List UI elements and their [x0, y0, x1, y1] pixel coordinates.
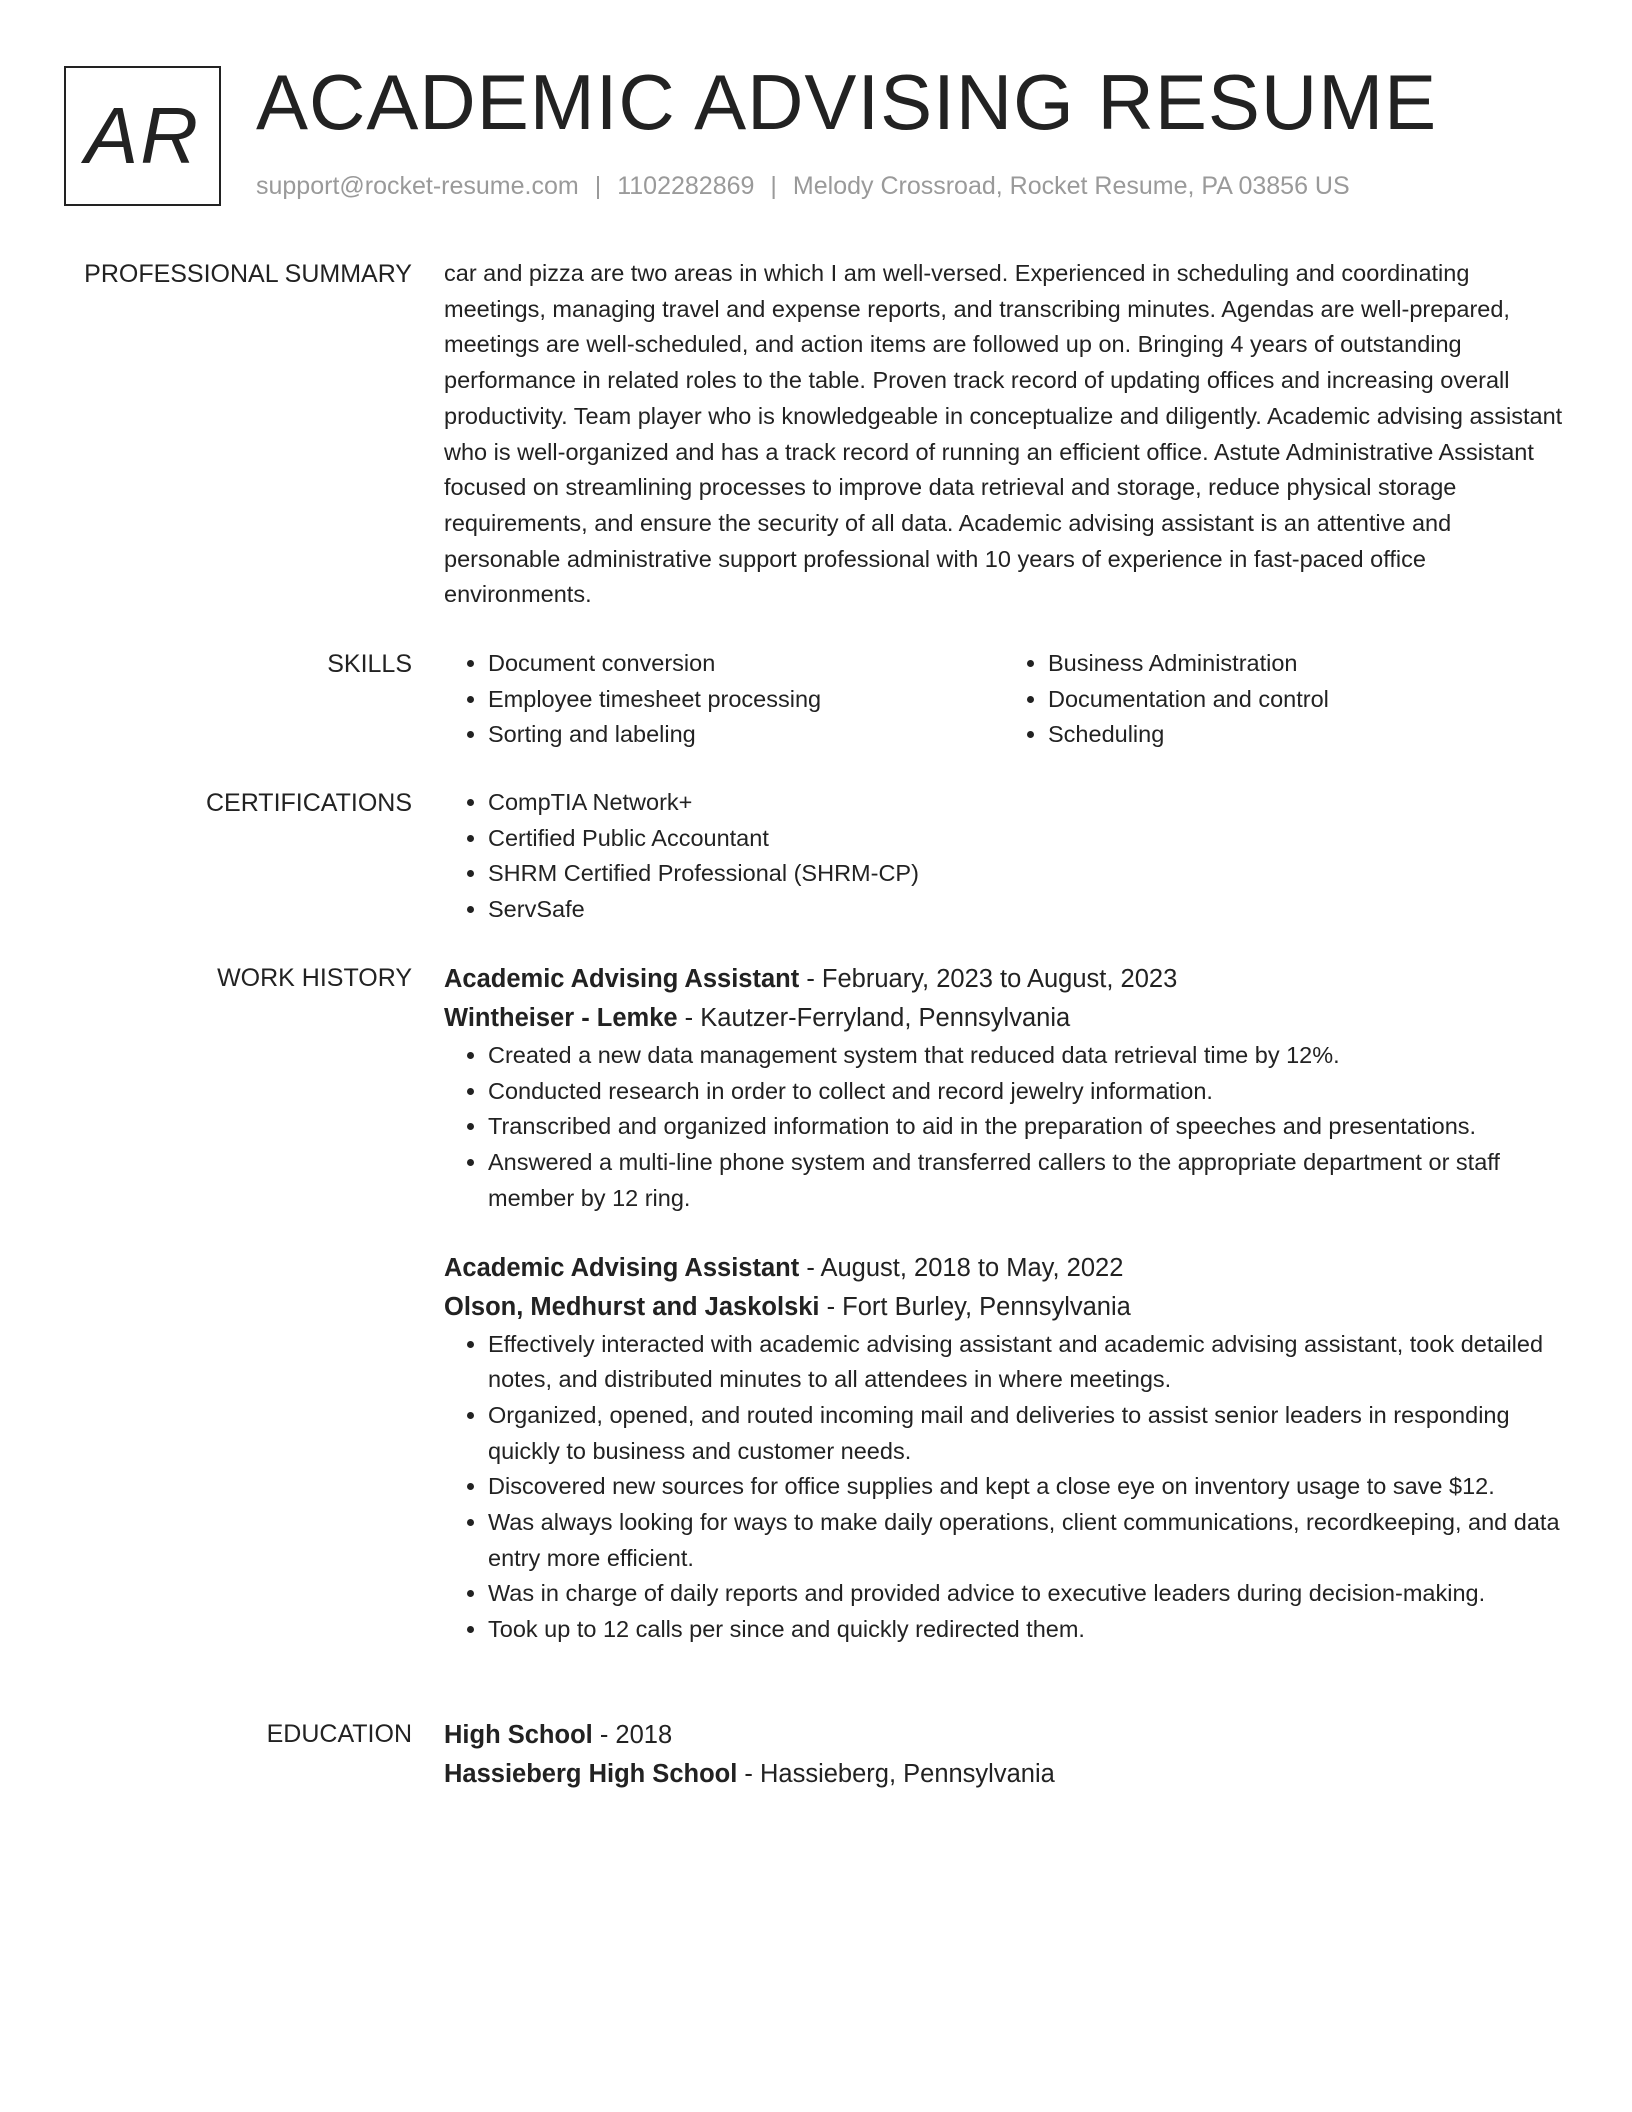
education-school: Hassieberg High School	[444, 1760, 738, 1788]
job-location: - Fort Burley, Pennsylvania	[819, 1292, 1131, 1321]
job-bullet: • Created a new data management system that reduced data retrieval time by 12%.	[488, 1038, 1564, 1074]
job-entry	[444, 960, 1564, 1217]
education-year: - 2018	[592, 1721, 673, 1749]
job-company: Olson, Medhurst and Jaskolski	[444, 1292, 820, 1321]
contact-phone: 1102282869	[617, 172, 755, 200]
education-location: - Hassieberg, Pennsylvania	[737, 1760, 1055, 1788]
job-title: Academic Advising Assistant	[444, 1253, 800, 1282]
job-bullet: • Effectively interacted with academic advising assistant and academic advising assistant, took detailed notes, and distributed minutes to all attendees in where meetings.	[488, 1327, 1564, 1398]
contact-separator: |	[594, 172, 602, 200]
summary-label: PROFESSIONAL SUMMARY	[84, 260, 412, 288]
skill-item: • Employee timesheet processing	[488, 682, 1004, 718]
resume-title: ACADEMIC ADVISING RESUME	[256, 58, 1438, 146]
work-history-list	[444, 960, 1564, 1648]
certifications-list	[444, 785, 1564, 928]
job-bullet: • Conducted research in order to collect and record jewelry information.	[488, 1074, 1564, 1110]
job-title: Academic Advising Assistant	[444, 965, 800, 993]
job-bullets	[444, 1327, 1564, 1648]
job-bullet: • Discovered new sources for office supplies and kept a close eye on inventory usage to save $12.	[488, 1469, 1564, 1505]
job-bullet: • Transcribed and organized information to aid in the preparation of speeches and presentations.	[488, 1109, 1564, 1145]
job-bullet: • Organized, opened, and routed incoming mail and deliveries to assist senior leaders in responding quickly to business and customer needs.	[488, 1398, 1564, 1469]
job-dates: - February, 2023 to August, 2023	[799, 965, 1178, 993]
job-bullet: • Was always looking for ways to make daily operations, client communications, recordkeeping, and data entry more efficient.	[488, 1505, 1564, 1576]
education-degree: High School	[444, 1721, 593, 1749]
skill-item: • Sorting and labeling	[488, 717, 1004, 753]
certification-item: • Certified Public Accountant	[488, 821, 1564, 857]
certifications-label: CERTIFICATIONS	[205, 789, 412, 817]
job-bullet: • Answered a multi-line phone system and transferred callers to the appropriate department or staff member by 12 ring.	[488, 1145, 1564, 1216]
education-entry	[444, 1716, 1564, 1794]
job-bullets	[444, 1038, 1564, 1217]
job-title-line	[444, 1249, 1564, 1288]
skill-item: • Documentation and control	[1048, 682, 1564, 718]
contact-line	[256, 172, 1350, 201]
skills-label: SKILLS	[327, 650, 412, 678]
job-company: Wintheiser - Lemke	[444, 1004, 678, 1032]
job-bullet: • Was in charge of daily reports and provided advice to executive leaders during decision-making.	[488, 1576, 1564, 1612]
skill-item: • Scheduling	[1048, 717, 1564, 753]
contact-address: Melody Crossroad, Rocket Resume, PA 03856 US	[792, 172, 1350, 200]
education-school-line	[444, 1755, 1564, 1794]
education-label: EDUCATION	[266, 1720, 412, 1748]
skills-list	[444, 646, 1564, 753]
monogram-initials: AR	[84, 91, 201, 180]
skill-item: • Document conversion	[488, 646, 1004, 682]
job-location: - Kautzer-Ferryland, Pennsylvania	[677, 1004, 1071, 1032]
skill-item: • Business Administration	[1048, 646, 1564, 682]
summary-text: car and pizza are two areas in which I am well-versed. Experienced in scheduling and coordinating meetings, managing travel and expense reports, and transcribing minutes. Agendas are well-prepared, meetings are well-scheduled, and action items are followed up on. Bringing 4 years of outstanding performance in related roles to the table. Proven track record of updating offices and increasing overall productivity. Team player who is knowledgeable in conceptualize and diligently. Academic advising assistant who is well-organized and has a track record of running an efficient office. Astute Administrative Assistant focused on streamlining processes to improve data retrieval and storage, reduce physical storage requirements, and ensure the security of all data. Academic advising assistant is an attentive and personable administrative support professional with 10 years of experience in fast-paced office environments.	[444, 260, 1563, 608]
monogram-box	[64, 66, 221, 206]
contact-email: support@rocket-resume.com	[256, 172, 579, 200]
work-history-label: WORK HISTORY	[217, 964, 412, 992]
certification-item: • SHRM Certified Professional (SHRM-CP)	[488, 856, 1564, 892]
job-bullet: • Took up to 12 calls per since and quickly redirected them.	[488, 1612, 1564, 1648]
skills-column-2	[1004, 646, 1564, 753]
certification-item: • CompTIA Network+	[488, 785, 1564, 821]
job-company-line	[444, 999, 1564, 1038]
job-dates: - August, 2018 to May, 2022	[799, 1253, 1124, 1282]
job-company-line	[444, 1288, 1564, 1327]
job-entry	[444, 1249, 1564, 1648]
contact-separator: |	[770, 172, 777, 200]
job-title-line	[444, 960, 1564, 999]
education-degree-line	[444, 1716, 1564, 1755]
certification-item: • ServSafe	[488, 892, 1564, 928]
skills-column-1	[444, 646, 1004, 753]
